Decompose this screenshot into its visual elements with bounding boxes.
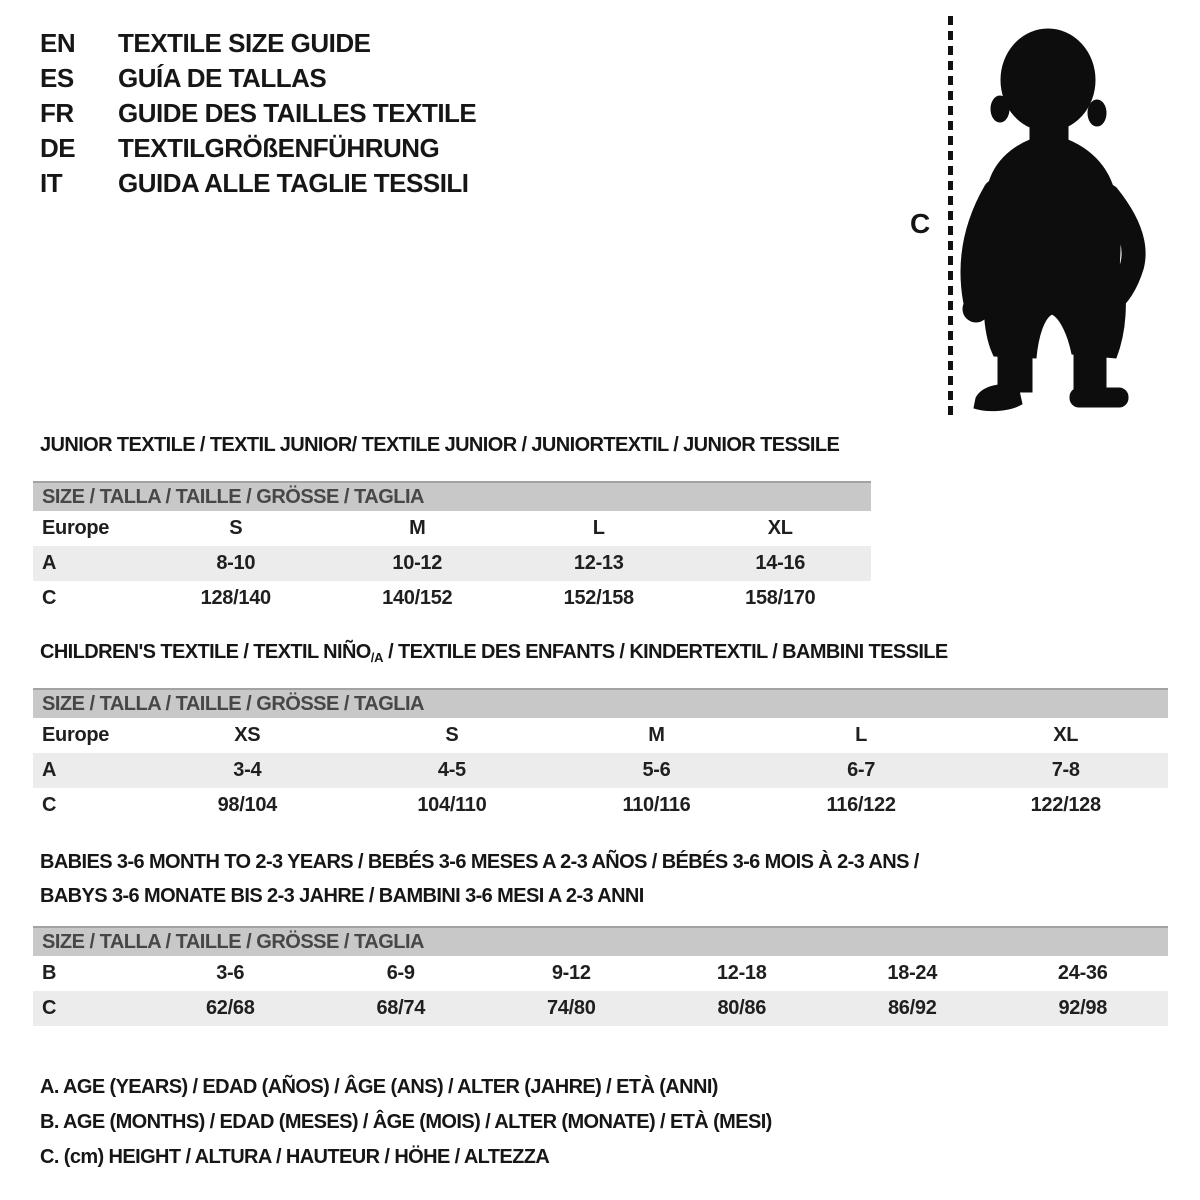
cell: 98/104	[217, 794, 277, 816]
lang-title: GUIDA ALLE TAGLIE TESSILI	[118, 168, 469, 198]
children-size-table	[33, 688, 1168, 823]
table-row	[33, 753, 1168, 788]
cell: 10-12	[392, 552, 443, 574]
babies-title-line2: BABYS 3-6 MONATE BIS 2-3 JAHRE / BAMBINI 3-6 MESI A 2-3 ANNI	[40, 885, 644, 907]
table-row	[33, 546, 871, 581]
cell: 7-8	[1051, 759, 1080, 781]
row-label: Europe	[42, 724, 110, 746]
children-title-pre: CHILDREN'S TEXTILE / TEXTIL NIÑO	[40, 641, 371, 663]
cell: L	[855, 724, 868, 746]
babies-size-table	[33, 926, 1168, 1026]
lang-row-en	[40, 26, 476, 61]
cell: 12-13	[573, 552, 624, 574]
lang-code: DE	[40, 133, 76, 163]
cell: 74/80	[546, 997, 596, 1019]
cell: 14-16	[755, 552, 806, 574]
lang-code: FR	[40, 98, 74, 128]
children-title-post: / TEXTILE DES ENFANTS / KINDERTEXTIL / BAMBINI TESSILE	[383, 641, 948, 663]
baby-silhouette-icon	[958, 14, 1158, 418]
cell: 116/122	[826, 794, 896, 816]
legend	[40, 1070, 772, 1175]
lang-code: ES	[40, 63, 74, 93]
cell: XL	[767, 517, 793, 539]
cell: S	[229, 517, 243, 539]
size-header-band: SIZE / TALLA / TAILLE / GRÖSSE / TAGLIA	[33, 926, 1168, 956]
row-label: C	[42, 587, 57, 609]
cell: L	[592, 517, 605, 539]
cell: XL	[1053, 724, 1079, 746]
legend-line-b: B. AGE (MONTHS) / EDAD (MESES) / ÂGE (MOIS) / ALTER (MONATE) / ETÀ (MESI)	[40, 1111, 772, 1133]
table-row	[33, 991, 1168, 1026]
cell: 86/92	[887, 997, 937, 1019]
cell: 80/86	[717, 997, 767, 1019]
lang-row-it	[40, 166, 476, 201]
cell: 62/68	[205, 997, 255, 1019]
junior-section-title: JUNIOR TEXTILE / TEXTIL JUNIOR/ TEXTILE JUNIOR / JUNIORTEXTIL / JUNIOR TESSILE	[40, 434, 840, 456]
cell: 152/158	[563, 587, 634, 609]
junior-size-table	[33, 481, 871, 616]
cell: 4-5	[437, 759, 466, 781]
table-row	[33, 581, 871, 616]
size-header-band: SIZE / TALLA / TAILLE / GRÖSSE / TAGLIA	[33, 688, 1168, 718]
row-label: B	[42, 962, 57, 984]
cell: 6-9	[386, 962, 415, 984]
row-label: C	[42, 794, 57, 816]
cell: 5-6	[642, 759, 671, 781]
cell: 104/110	[417, 794, 487, 816]
lang-row-de	[40, 131, 476, 166]
cell: 9-12	[551, 962, 591, 984]
height-dashed-line	[948, 16, 953, 416]
children-section-title	[40, 641, 948, 665]
table-row	[33, 956, 1168, 991]
row-label: C	[42, 997, 57, 1019]
row-label: Europe	[42, 517, 110, 539]
cell: 128/140	[200, 587, 271, 609]
babies-section-title	[40, 845, 919, 913]
cell: 92/98	[1058, 997, 1108, 1019]
cell: 158/170	[745, 587, 816, 609]
lang-code: IT	[40, 168, 63, 198]
cell: S	[445, 724, 459, 746]
table-row	[33, 718, 1168, 753]
cell: 3-6	[216, 962, 245, 984]
cell: M	[648, 724, 665, 746]
cell: 68/74	[376, 997, 426, 1019]
legend-line-c: C. (cm) HEIGHT / ALTURA / HAUTEUR / HÖHE / ALTEZZA	[40, 1146, 550, 1168]
row-label: A	[42, 552, 57, 574]
cell: M	[409, 517, 426, 539]
table-row	[33, 788, 1168, 823]
cell: 140/152	[382, 587, 453, 609]
lang-row-es	[40, 61, 476, 96]
cell: 8-10	[216, 552, 256, 574]
table-row	[33, 511, 871, 546]
cell: 3-4	[233, 759, 262, 781]
cell: 6-7	[847, 759, 876, 781]
lang-title: GUIDE DES TAILLES TEXTILE	[118, 98, 477, 128]
cell: 122/128	[1030, 794, 1101, 816]
lang-row-fr	[40, 96, 476, 131]
row-label: A	[42, 759, 57, 781]
lang-title: TEXTILE SIZE GUIDE	[118, 28, 371, 58]
legend-line-a: A. AGE (YEARS) / EDAD (AÑOS) / ÂGE (ANS) / ALTER (JAHRE) / ETÀ (ANNI)	[40, 1076, 718, 1098]
language-guide	[40, 26, 476, 201]
figure-height-label: C	[910, 208, 931, 239]
lang-code: EN	[40, 28, 76, 58]
cell: XS	[234, 724, 261, 746]
lang-title: TEXTILGRÖßENFÜHRUNG	[118, 133, 440, 163]
children-title-sub: /A	[370, 650, 384, 665]
cell: 110/116	[622, 794, 691, 816]
cell: 24-36	[1057, 962, 1108, 984]
lang-title: GUÍA DE TALLAS	[118, 63, 327, 93]
babies-title-line1: BABIES 3-6 MONTH TO 2-3 YEARS / BEBÉS 3-6 MESES A 2-3 AÑOS / BÉBÉS 3-6 MOIS À 2-3 ANS /	[40, 851, 919, 873]
size-header-band: SIZE / TALLA / TAILLE / GRÖSSE / TAGLIA	[33, 481, 871, 511]
cell: 18-24	[887, 962, 938, 984]
cell: 12-18	[716, 962, 767, 984]
